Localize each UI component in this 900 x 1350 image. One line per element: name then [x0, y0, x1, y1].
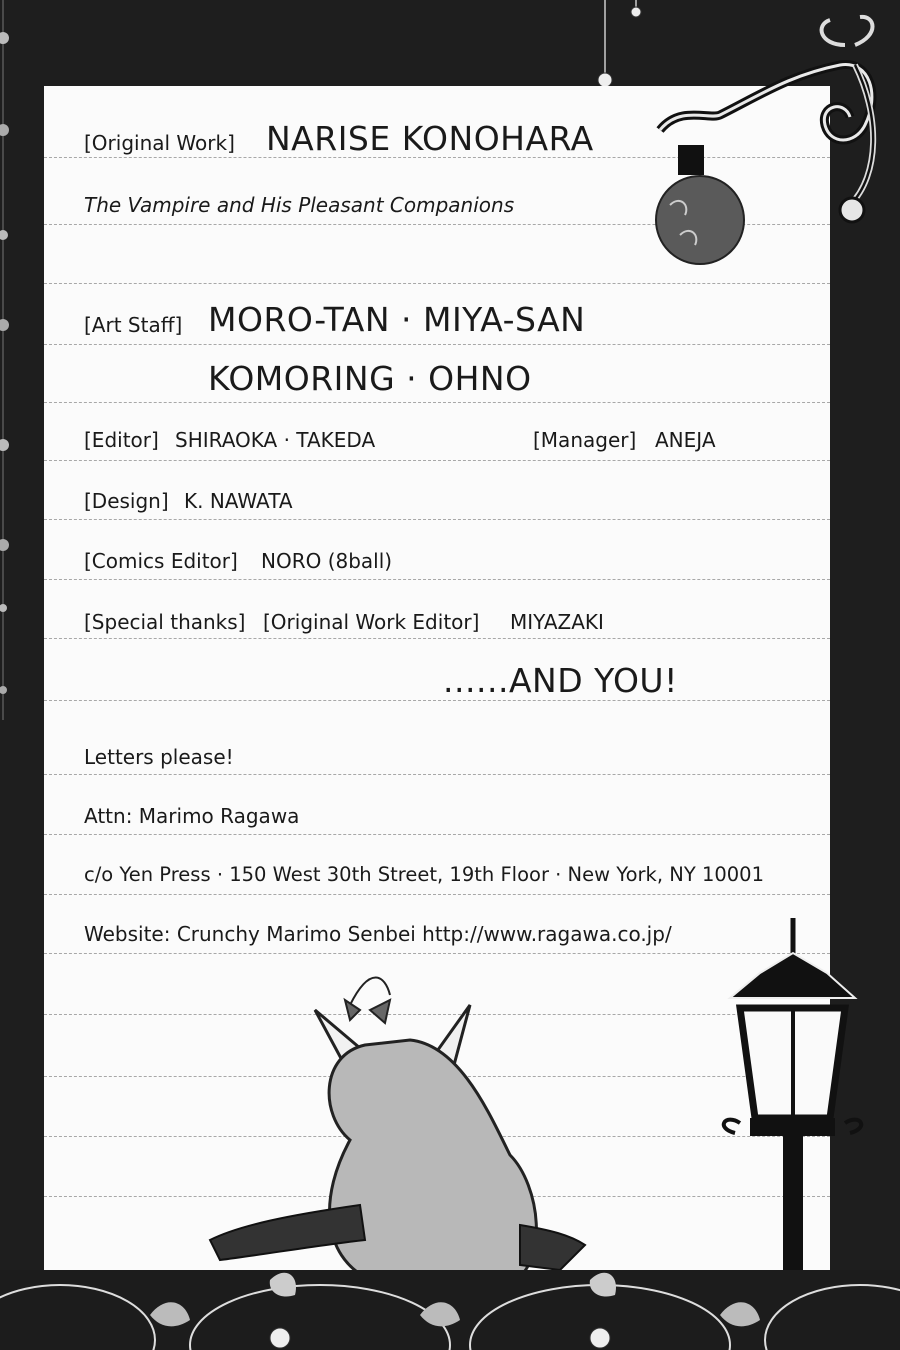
manager-value: ANEJA — [655, 428, 716, 452]
letters-heading: Letters please! — [84, 745, 234, 769]
letters-address: c/o Yen Press · 150 West 30th Street, 19th Floor · New York, NY 10001 — [84, 863, 764, 886]
leaf-border-icon — [0, 1270, 900, 1350]
special-thanks-label: [Special thanks] — [84, 610, 246, 634]
editor-value: SHIRAOKA · TAKEDA — [175, 428, 376, 452]
editor-label: [Editor] — [84, 428, 159, 452]
art-staff-label: [Art Staff] — [84, 313, 183, 337]
original-work-label: [Original Work] — [84, 131, 235, 155]
original-work-editor-value: MIYAZAKI — [510, 610, 604, 634]
letters-attn: Attn: Marimo Ragawa — [84, 804, 300, 828]
design-label: [Design] — [84, 489, 169, 513]
letters-website: Website: Crunchy Marimo Senbei http://www.ragawa.co.jp/ — [84, 922, 672, 946]
hanging-lantern-icon — [640, 5, 900, 275]
and-you-text: ......AND YOU! — [443, 661, 678, 700]
art-staff-line2: KOMORING · OHNO — [208, 359, 532, 398]
bead-chain-icon — [0, 0, 20, 720]
art-staff-line1: MORO-TAN · MIYA-SAN — [208, 300, 586, 339]
original-work-editor-label: [Original Work Editor] — [263, 610, 480, 634]
comics-editor-value: NORO (8ball) — [261, 549, 393, 573]
comics-editor-label: [Comics Editor] — [84, 549, 238, 573]
bat-creature-icon — [200, 965, 620, 1305]
design-value: K. NAWATA — [184, 489, 293, 513]
book-title: The Vampire and His Pleasant Companions — [84, 193, 515, 217]
manager-label: [Manager] — [533, 428, 637, 452]
original-work-value: NARISE KONOHARA — [266, 119, 594, 158]
